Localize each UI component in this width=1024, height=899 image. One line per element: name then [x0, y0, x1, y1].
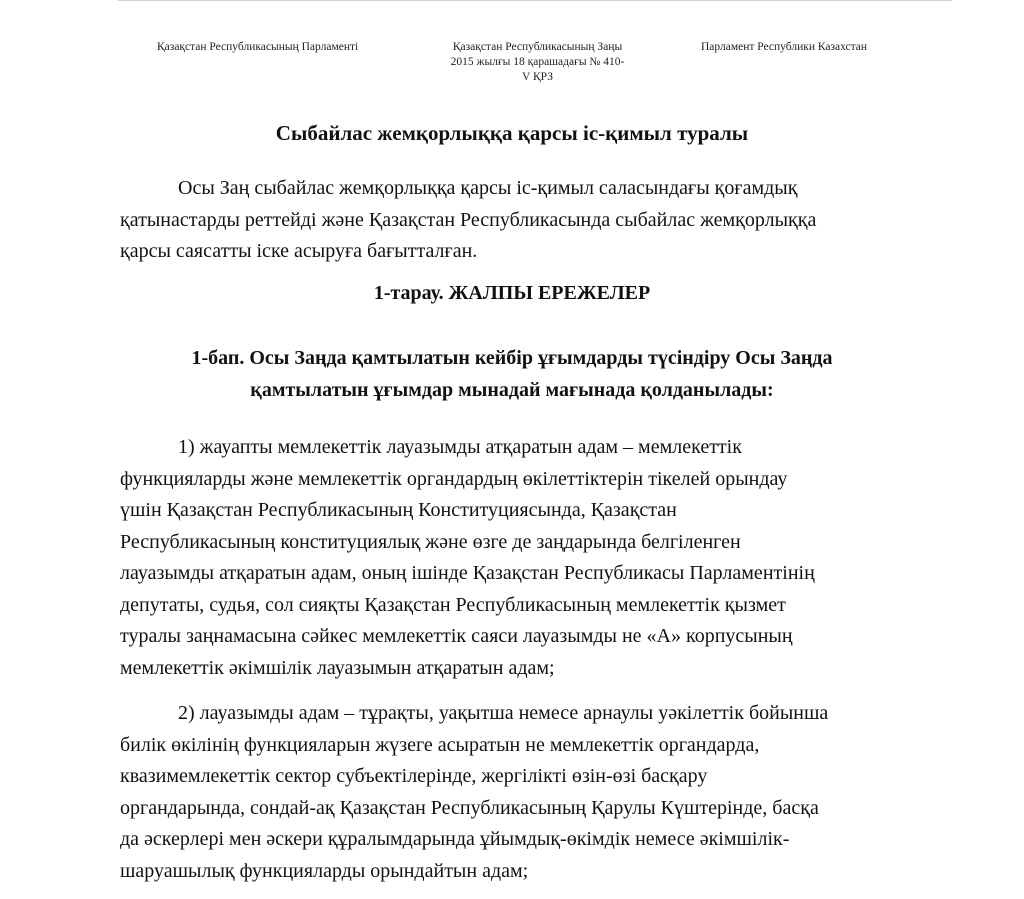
article-heading-line: қамтылатын ұғымдар мынадай мағынада қолданылады: — [250, 378, 774, 401]
paragraph-line: 2) лауазымды адам – тұрақты, уақытша немесе арнаулы уәкілеттік бойынша — [178, 702, 829, 724]
document-title: Сыбайлас жемқорлыққа қарсы іс-қимыл туралы — [275, 121, 749, 145]
paragraph-line: депутаты, судья, сол сияқты Қазақстан Республикасының мемлекеттік қызмет — [120, 593, 786, 616]
paragraph-line: үшін Қазақстан Республикасының Конституциясында, Қазақстан — [120, 499, 677, 521]
paragraph-line: шаруашылық функцияларды орындайтын адам; — [120, 859, 529, 882]
definition-item-2 — [120, 698, 828, 887]
paragraph-line: да әскерлері мен әскери құралымдарында ұйымдық-өкімдік немесе әкімшілік- — [120, 828, 790, 850]
paragraph-line: квазимемлекеттік сектор субъектілерінде, жергілікті өзін-өзі басқару — [120, 765, 708, 787]
paragraph-line: Осы Заң сыбайлас жемқорлыққа қарсы іс-қимыл саласындағы қоғамдық — [178, 177, 798, 199]
definition-item-1 — [120, 432, 815, 684]
paragraph-line: лауазымды атқаратын адам, оның ішінде Қазақстан Республикасы Парламентінің — [120, 562, 815, 584]
article-heading-line: 1-бап. Осы Заңда қамтылатын кейбір ұғымдарды түсіндіру Осы Заңда — [191, 347, 833, 369]
paragraph-line: туралы заңнамасына сәйкес мемлекеттік саяси лауазымды не «А» корпусының — [120, 625, 793, 647]
chapter-heading: 1-тарау. ЖАЛПЫ ЕРЕЖЕЛЕР — [373, 282, 651, 304]
page-top-border — [118, 0, 952, 1]
paragraph-line: қарсы саясатты іске асыруға бағытталған. — [120, 240, 478, 262]
header-law-line: V ҚРЗ — [522, 71, 553, 83]
header-parliament-ru: Парламент Республики Казахстан — [701, 41, 868, 53]
article-heading — [0, 343, 1024, 406]
paragraph-line: қатынастарды реттейді және Қазақстан Республикасында сыбайлас жемқорлыққа — [120, 208, 817, 231]
paragraph-line: 1) жауапты мемлекеттік лауазымды атқаратын адам – мемлекеттік — [178, 436, 742, 458]
header-law-reference — [430, 40, 645, 85]
paragraph-line: билік өкілінің функцияларын жүзеге асыратын не мемлекеттік органдарда, — [120, 733, 760, 756]
header-law-line: Қазақстан Республикасының Заңы — [452, 41, 623, 53]
paragraph-line: функцияларды және мемлекеттік органдардың өкілеттіктерін тікелей орындау — [120, 467, 788, 490]
header-law-line: 2015 жылғы 18 қарашадағы № 410- — [450, 56, 625, 68]
paragraph-line: мемлекеттік әкімшілік лауазымын атқаратын адам; — [120, 656, 555, 679]
paragraph-line: органдарында, сондай-ақ Қазақстан Республикасының Қарулы Күштерінде, басқа — [120, 796, 819, 819]
paragraph-line: Республикасының конституциялық және өзге де заңдарында белгіленген — [120, 530, 741, 553]
intro-paragraph — [120, 173, 816, 268]
header-parliament-kz: Қазақстан Республикасының Парламенті — [157, 41, 359, 53]
